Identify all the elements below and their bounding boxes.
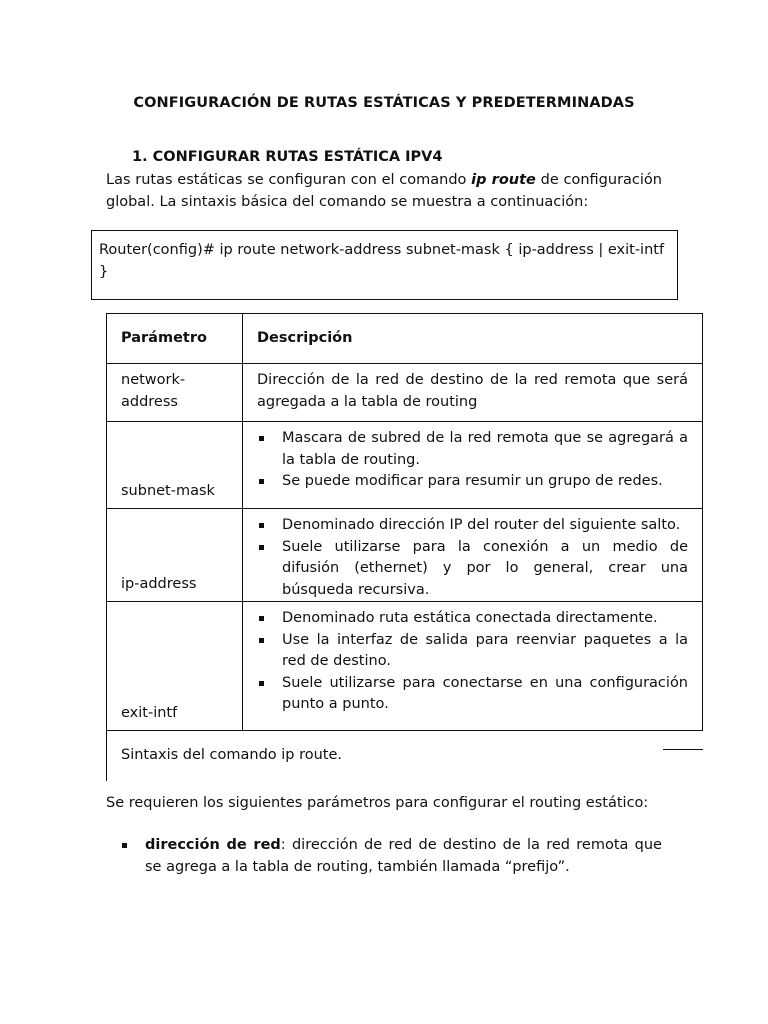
intro-command: ip route — [471, 172, 536, 188]
description-cell — [243, 422, 703, 509]
list-item: Use la interfaz de salida para reenviar paquetes a la red de destino. — [243, 630, 688, 673]
table-row — [107, 422, 703, 509]
bullet-text — [106, 834, 662, 878]
description-cell — [243, 509, 703, 602]
list-item: Suele utilizarse para la conexión a un medio de difusión (ethernet) y por lo general, crear una búsqueda recursiva. — [243, 537, 688, 602]
list-item: Denominado ruta estática conectada directamente. — [243, 608, 688, 630]
intro-text-before: Las rutas estáticas se configuran con el comando — [106, 172, 472, 188]
header-description: Descripción — [243, 314, 703, 364]
list-item: Se puede modificar para resumir un grupo de redes. — [243, 471, 688, 493]
param-cell: ip-address — [107, 509, 243, 602]
bullet-body: : dirección de red de destino de la red remota que se agrega a la tabla de routing, también llamada “prefijo”. — [145, 837, 662, 875]
param-cell: subnet-mask — [107, 422, 243, 509]
table-row — [107, 364, 703, 422]
bullet-term: dirección de red — [145, 837, 281, 853]
body-paragraph: Se requieren los siguientes parámetros para configurar el routing estático: — [106, 795, 649, 811]
table-header-row — [107, 314, 703, 364]
header-parameter: Parámetro — [107, 314, 243, 364]
document-title: CONFIGURACIÓN DE RUTAS ESTÁTICAS Y PREDETERMINADAS — [133, 95, 635, 111]
table-caption: Sintaxis del comando ip route. — [107, 731, 703, 782]
list-item — [106, 834, 662, 878]
param-cell: exit-intf — [107, 602, 243, 731]
param-cell: network-address — [107, 364, 243, 422]
list-item: Mascara de subred de la red remota que se agregará a la tabla de routing. — [243, 428, 688, 471]
bullet-marker — [122, 843, 127, 848]
list-item: Suele utilizarse para conectarse en una configuración punto a punto. — [243, 673, 688, 716]
intro-paragraph — [106, 169, 662, 213]
table-row — [107, 509, 703, 602]
table-row — [107, 602, 703, 731]
parameters-table — [106, 313, 703, 781]
table-caption-row — [107, 731, 703, 782]
command-syntax-box: Router(config)# ip route network-address subnet-mask { ip-address | exit-intf } — [91, 230, 678, 300]
intro-text-after: de configuración global. La sintaxis básica del comando se muestra a continuación: — [106, 172, 662, 210]
table-bottom-rule — [663, 749, 703, 750]
list-item: Denominado dirección IP del router del siguiente salto. — [243, 515, 688, 537]
description-cell — [243, 602, 703, 731]
section-heading: 1. CONFIGURAR RUTAS ESTÁTICA IPV4 — [132, 149, 443, 165]
description-cell: Dirección de la red de destino de la red remota que será agregada a la tabla de routing — [243, 364, 703, 422]
